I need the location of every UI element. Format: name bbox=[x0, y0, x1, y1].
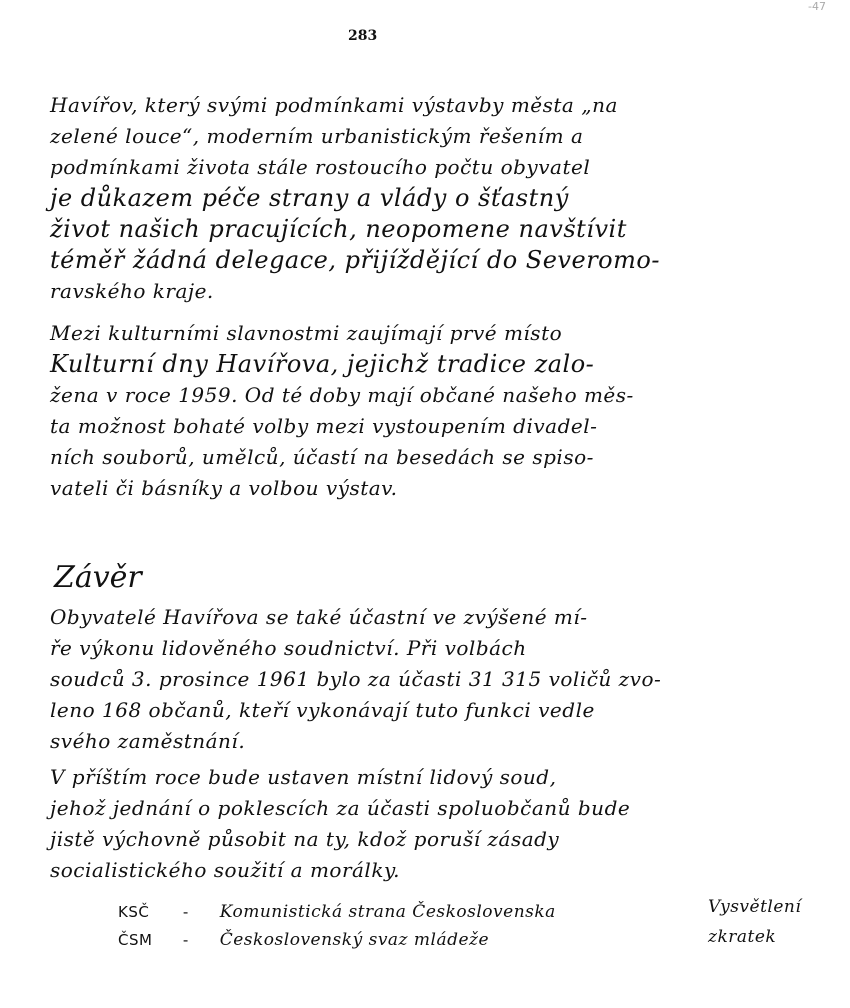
text-line: Kulturní dny Havířova, jejichž tradice zalo- bbox=[50, 350, 595, 378]
text-line: Mezi kulturními slavnostmi zaujímají prvé místo bbox=[50, 321, 563, 345]
paragraph-cultural-days bbox=[50, 318, 690, 504]
text-line: socialistického soužití a morálky. bbox=[50, 858, 400, 882]
abbreviation-row bbox=[118, 898, 588, 926]
abbreviation-code: KSČ bbox=[118, 903, 150, 921]
section-heading-conclusion: Závěr bbox=[54, 560, 142, 595]
abbreviation-row bbox=[118, 926, 588, 954]
text-line: téměř žádná delegace, přijíždějící do Severomo- bbox=[50, 246, 660, 274]
text-line: zelené louce“, moderním urbanistickým řešením a bbox=[50, 124, 584, 148]
abbreviation-dash: - bbox=[182, 931, 189, 949]
text-line: Obyvatelé Havířova se také účastní ve zvýšené mí- bbox=[50, 605, 588, 629]
paragraph-havirov-delegations bbox=[50, 90, 690, 307]
corner-pencil-mark: -47 bbox=[808, 0, 826, 13]
text-line: vateli či básníky a volbou výstav. bbox=[50, 476, 398, 500]
paragraph-people-court bbox=[50, 602, 690, 757]
text-line: je důkazem péče strany a vlády o šťastný bbox=[50, 184, 569, 212]
text-line: jistě výchovně působit na ty, kdož poruší zásady bbox=[50, 827, 560, 851]
text-line: Havířov, který svými podmínkami výstavby města „na bbox=[50, 93, 618, 117]
abbreviation-expansion: Československý svaz mládeže bbox=[219, 930, 490, 950]
text-line: podmínkami života stále rostoucího počtu obyvatel bbox=[50, 155, 591, 179]
abbreviations-side-note bbox=[708, 892, 828, 952]
text-line: ních souborů, umělců, účastí na besedách se spiso- bbox=[50, 445, 594, 469]
text-line: soudců 3. prosince 1961 bylo za účasti 31 315 voličů zvo- bbox=[50, 667, 662, 691]
text-line: jehož jednání o poklescích za účasti spoluobčanů bude bbox=[50, 796, 631, 820]
text-line: V příštím roce bude ustaven místní lidový soud, bbox=[50, 765, 557, 789]
text-line: ravského kraje. bbox=[50, 279, 214, 303]
text-line: ta možnost bohaté volby mezi vystoupením divadel- bbox=[50, 414, 598, 438]
text-line: leno 168 občanů, kteří vykonávají tuto funkci vedle bbox=[50, 698, 595, 722]
text-line: žena v roce 1959. Od té doby mají občané našeho měs- bbox=[50, 383, 634, 407]
side-note-line: zkratek bbox=[708, 927, 777, 947]
side-note-line: Vysvětlení bbox=[708, 897, 802, 917]
text-line: svého zaměstnání. bbox=[50, 729, 246, 753]
text-line: ře výkonu lidověného soudnictví. Při volbách bbox=[50, 636, 527, 660]
paragraph-local-court bbox=[50, 762, 690, 886]
abbreviation-code: ČSM bbox=[118, 931, 153, 949]
text-line: život našich pracujících, neopomene navštívit bbox=[50, 215, 627, 243]
abbreviation-dash: - bbox=[182, 903, 189, 921]
abbreviation-expansion: Komunistická strana Československa bbox=[219, 902, 556, 922]
page-number: 283 bbox=[348, 28, 378, 44]
